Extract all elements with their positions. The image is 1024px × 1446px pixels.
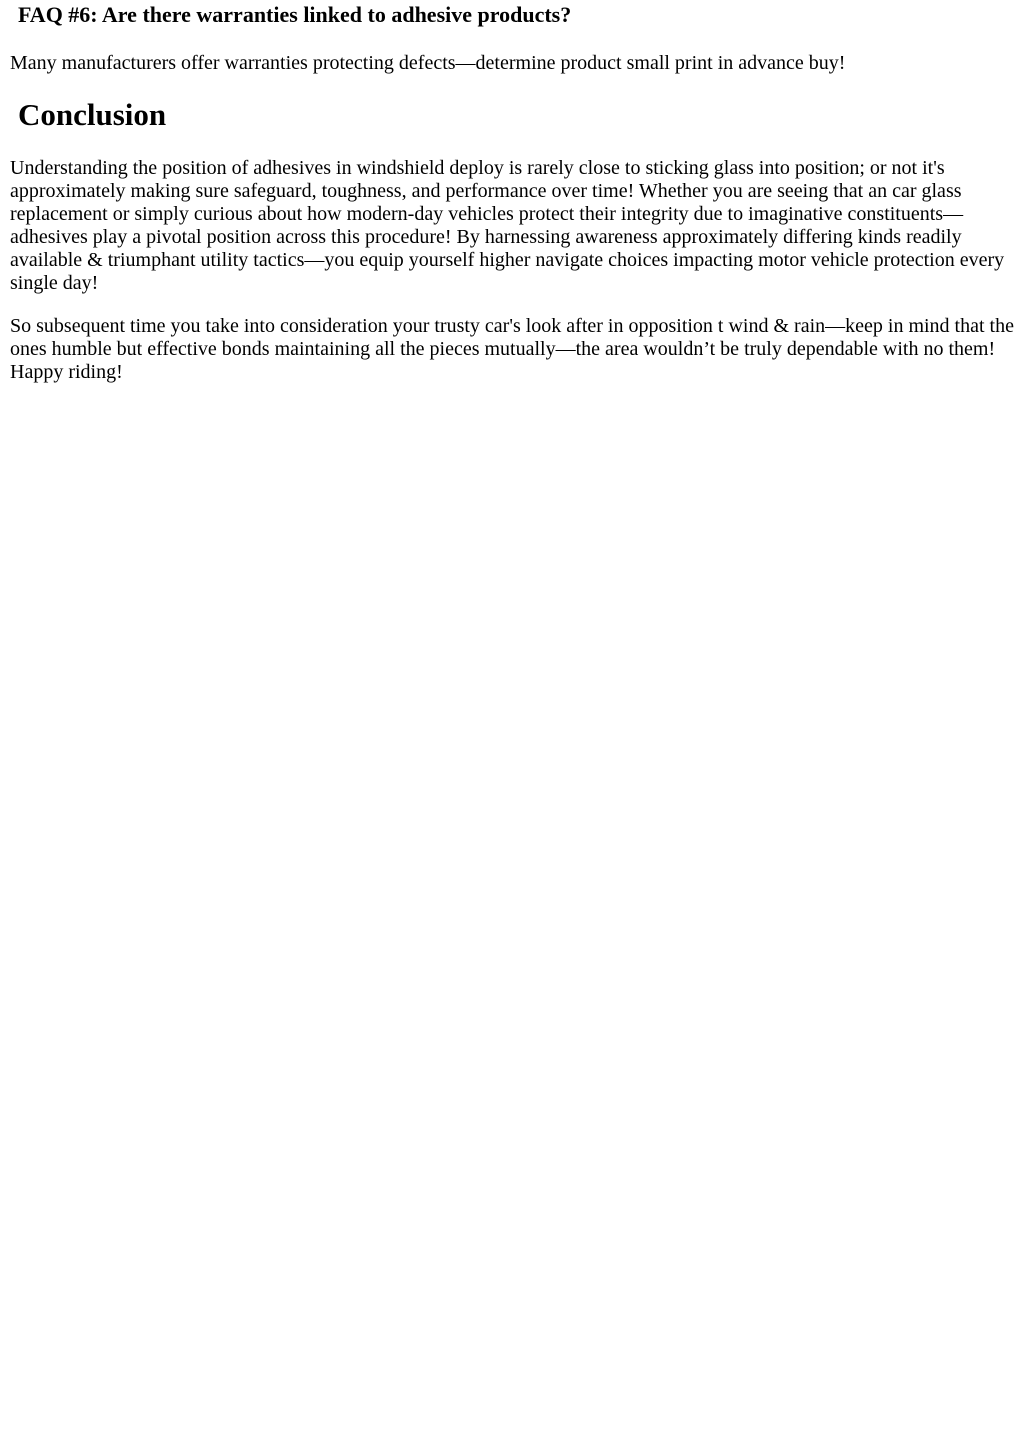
faq-heading: FAQ #6: Are there warranties linked to adhesive products?: [18, 2, 572, 27]
conclusion-heading: Conclusion: [18, 97, 167, 132]
conclusion-paragraph-2: So subsequent time you take into consideration your trusty car's look after in opposition t wind & rain—keep in mind that the ones humble but effective bonds maintaining all the pieces mutually—the area wouldn’t be truly dependable with no them! Happy riding!: [10, 315, 1014, 383]
conclusion-paragraph-1: Understanding the position of adhesives in windshield deploy is rarely close to sticking glass into position; or not it's approximately making sure safeguard, toughness, and performance over time! Whether you are seeing that an car glass replacement or simply curious about how modern-day vehicles protect their integrity due to imaginative constituents—adhesives play a pivotal position across this procedure! By harnessing awareness approximately differing kinds readily available & triumphant utility tactics—you equip yourself higher navigate choices impacting motor vehicle protection every single day!: [10, 157, 1005, 294]
document-page: [0, 0, 1024, 384]
faq-answer: Many manufacturers offer warranties protecting defects—determine product small print in advance buy!: [10, 52, 846, 74]
